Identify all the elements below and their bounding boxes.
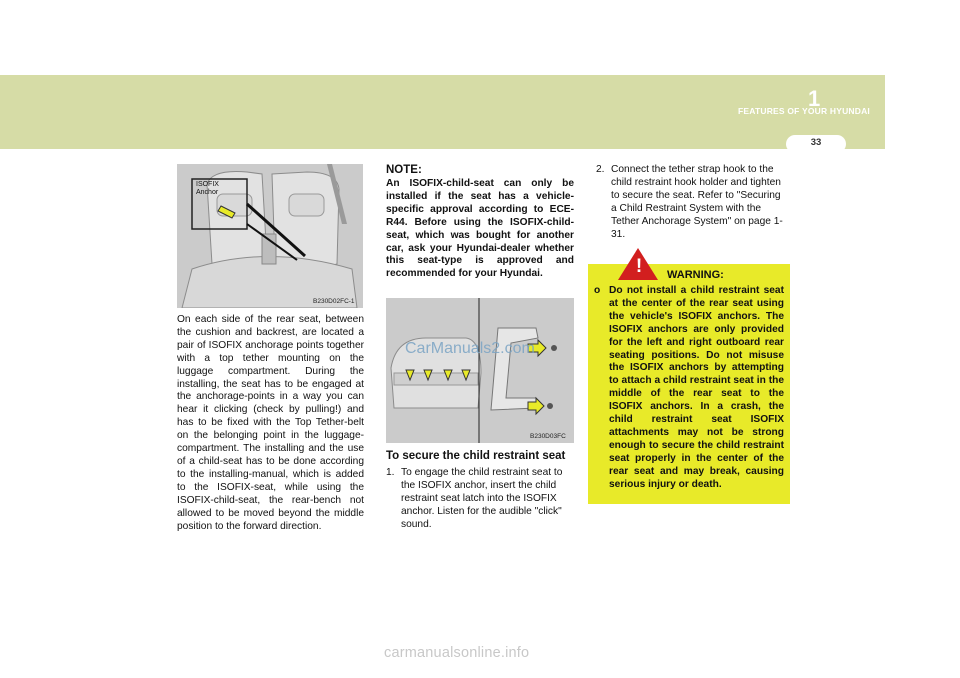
note-body: An ISOFIX-child-seat can only be installed if the seat has a vehicle-specific approval according to ECE-R44. Before using the ISOFIX-child-seat, which was bought for another car, ask your Hyundai-dealer whether this seat-type is approved and recommended for your Hyundai.: [386, 178, 574, 280]
section-heading: To secure the child restraint seat: [386, 450, 566, 462]
note-title: NOTE:: [386, 164, 422, 176]
step-2-number: 2.: [596, 164, 605, 175]
figure-caption-left: B230D02FC-1: [313, 298, 355, 305]
latch-illustration: [386, 298, 574, 443]
isofix-anchor-callout: ISOFIX Anchor: [196, 181, 219, 196]
figure-caption-middle: B230D03FC: [530, 433, 566, 440]
isofix-latch-figure: [386, 298, 574, 443]
isofix-description-paragraph: On each side of the rear seat, between the cushion and backrest, are located a pair of ISOFIX anchorage points together with a top tether mounting on the luggage compartment. During the installing, the seat has to be engaged at the anchorage-points in a way you can hear it clicking (check by pulling!) and has to be fixed with the Top Tether-belt on the belonging point in the luggage-compartment. The installing and the use of a child-seat has to be done according to the installing-manual, which is added to the ISOFIX-seat, while using the ISOFIX-child-seat, the rear-bench not allowed to be moved beyond the middle position to the forward direction.: [177, 314, 364, 532]
step-2-text: Connect the tether strap hook to the child restraint hook holder and tighten to secure the seat. Refer to "Securing a Child Restraint System with the Tether Anchorage System" on page 1-31.: [611, 164, 783, 240]
warning-title: WARNING:: [667, 269, 724, 281]
footer-watermark: carmanualsonline.info: [384, 645, 530, 661]
step-1-text: To engage the child restraint seat to the ISOFIX anchor, insert the child restraint seat latch into the ISOFIX anchor. Listen for the audible "click" sound.: [401, 467, 563, 530]
warning-text: Do not install a child restraint seat at the center of the rear seat using the vehicle's ISOFIX anchors. The ISOFIX anchors are only provided for the left and right outboard rear seating positions. Do not misuse the ISOFIX anchors by attempting to attach a child restraint seat in the middle of the rear seat to the ISOFIX anchors. In a crash, the child restraint seat ISOFIX attachments may not be strong enough to secure the child restraint seat properly in the center of the rear seat and may break, causing serious injury or death.: [609, 285, 784, 490]
warning-exclamation-icon: !: [635, 256, 643, 277]
step-1-number: 1.: [386, 467, 395, 478]
section-title: FEATURES OF YOUR HYUNDAI: [738, 106, 870, 116]
step-1: [386, 467, 574, 532]
figure-watermark: CarManuals2.com: [405, 340, 535, 357]
page-number: 33: [810, 137, 822, 148]
warning-bullet: o: [594, 285, 601, 296]
chapter-number: 1: [808, 86, 821, 111]
step-2: [596, 164, 784, 241]
